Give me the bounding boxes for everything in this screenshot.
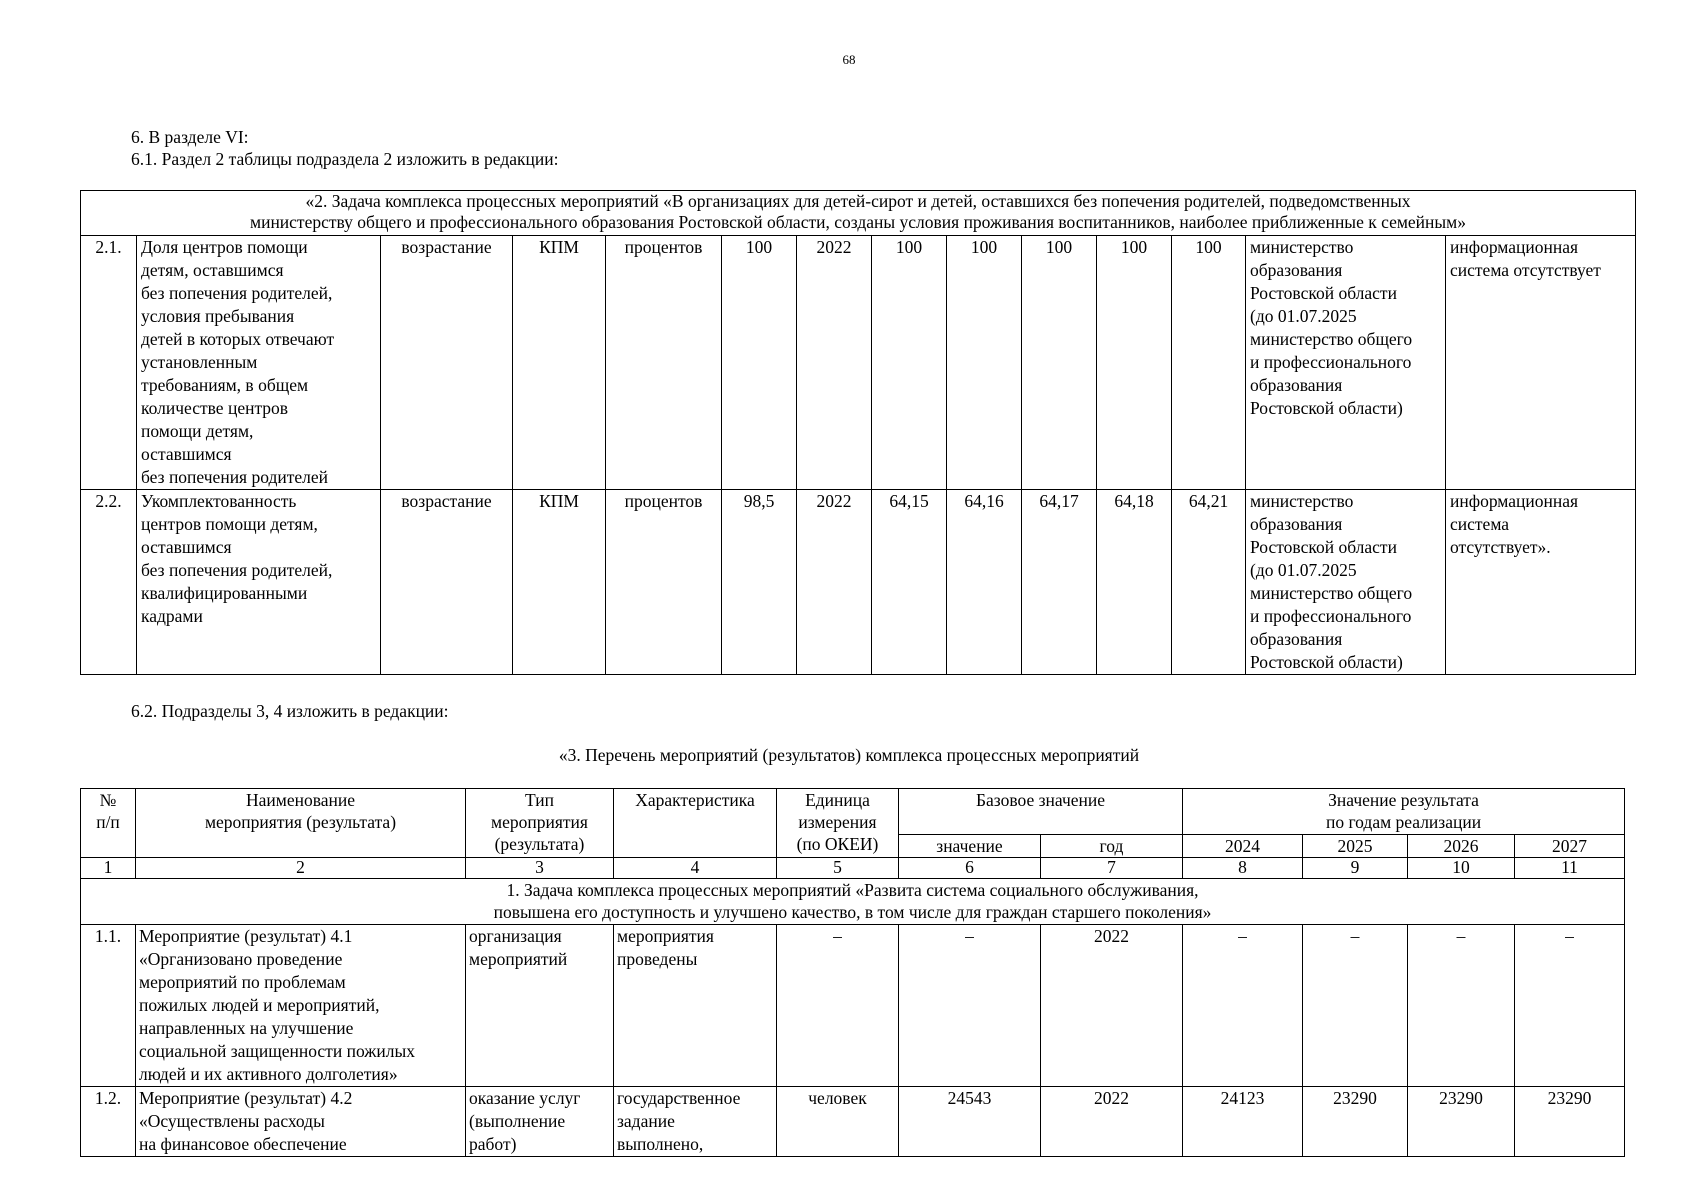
section-6-2-line: 6.2. Подразделы 3, 4 изложить в редакции:: [131, 701, 449, 721]
information-system: информационная система отсутствует: [1446, 236, 1636, 490]
characteristic: государственное задание выполнено,: [614, 1087, 777, 1157]
header-row: [81, 789, 1625, 835]
page-number: 68: [842, 52, 856, 67]
base-value: 24543: [899, 1087, 1041, 1157]
header-year-2025: 2025: [1303, 835, 1408, 858]
header-base-group: Базовое значение: [899, 789, 1183, 835]
column-number: 2: [136, 858, 466, 879]
trend: возрастание: [381, 490, 513, 675]
header-year-2024: 2024: [1183, 835, 1303, 858]
value-3: 100: [1022, 236, 1097, 490]
column-number: 10: [1408, 858, 1515, 879]
value-2027: 23290: [1515, 1087, 1625, 1157]
measure-type: организация мероприятий: [466, 925, 614, 1087]
header-result-group: Значение результата по годам реализации: [1183, 789, 1625, 835]
unit: процентов: [606, 236, 722, 490]
value-3: 64,17: [1022, 490, 1097, 675]
table-row: [81, 925, 1625, 1087]
indicators-table: [80, 190, 1636, 675]
header-num: № п/п: [81, 789, 136, 858]
base-value: 100: [722, 236, 797, 490]
information-system: информационная система отсутствует».: [1446, 490, 1636, 675]
indicator-level: КПМ: [513, 490, 606, 675]
base-year: 2022: [1041, 925, 1183, 1087]
row-number: 1.2.: [81, 1087, 136, 1157]
column-number: 3: [466, 858, 614, 879]
base-year: 2022: [797, 490, 872, 675]
task-title-line-1: «2. Задача комплекса процессных мероприятий «В организациях для детей-сирот и детей, оставшихся без попечения родителей, подведомственных: [305, 191, 1411, 211]
task-row: [81, 879, 1625, 925]
indicator-name: Укомплектованность центров помощи детям, оставшимся без попечения родителей, квалифицированными кадрами: [137, 490, 381, 675]
characteristic: мероприятия проведены: [614, 925, 777, 1087]
header-type: Тип мероприятия (результата): [466, 789, 614, 858]
column-number: 9: [1303, 858, 1408, 879]
value-4: 64,18: [1097, 490, 1172, 675]
column-number: 11: [1515, 858, 1625, 879]
value-5: 100: [1172, 236, 1246, 490]
value-2024: 24123: [1183, 1087, 1303, 1157]
value-1: 100: [872, 236, 947, 490]
value-2: 64,16: [947, 490, 1022, 675]
header-year-2026: 2026: [1408, 835, 1515, 858]
responsible: министерство образования Ростовской области (до 01.07.2025 министерство общего и профессионального образования Ростовской области): [1246, 236, 1446, 490]
value-5: 64,21: [1172, 490, 1246, 675]
base-value: –: [899, 925, 1041, 1087]
value-2025: 23290: [1303, 1087, 1408, 1157]
column-number-row: [81, 858, 1625, 879]
header-base-value: значение: [899, 835, 1041, 858]
responsible: министерство образования Ростовской области (до 01.07.2025 министерство общего и профессионального образования Ростовской области): [1246, 490, 1446, 675]
trend: возрастание: [381, 236, 513, 490]
intro-line-1: 6. В разделе VI:: [131, 127, 249, 147]
row-number: 2.1.: [81, 236, 137, 490]
base-value: 98,5: [722, 490, 797, 675]
task-title: 1. Задача комплекса процессных мероприятий «Развита система социального обслуживания, повышена его доступность и улучшено качество, в том числе для граждан старшего поколения»: [81, 879, 1625, 925]
header-year-2027: 2027: [1515, 835, 1625, 858]
section-3-heading: «3. Перечень мероприятий (результатов) комплекса процессных мероприятий: [558, 745, 1140, 765]
row-number: 2.2.: [81, 490, 137, 675]
value-2027: –: [1515, 925, 1625, 1087]
unit: процентов: [606, 490, 722, 675]
header-characteristic: Характеристика: [614, 789, 777, 858]
header-unit: Единица измерения (по ОКЕИ): [777, 789, 899, 858]
value-1: 64,15: [872, 490, 947, 675]
measure-name: Мероприятие (результат) 4.1 «Организовано проведение мероприятий по проблемам пожилых людей и мероприятий, направленных на улучшение социальной защищенности пожилых людей и их активного долголетия»: [136, 925, 466, 1087]
unit: –: [777, 925, 899, 1087]
column-number: 7: [1041, 858, 1183, 879]
indicator-level: КПМ: [513, 236, 606, 490]
value-2026: 23290: [1408, 1087, 1515, 1157]
intro-line-2: 6.1. Раздел 2 таблицы подраздела 2 изложить в редакции:: [131, 149, 559, 169]
base-year: 2022: [797, 236, 872, 490]
measure-name: Мероприятие (результат) 4.2 «Осуществлены расходы на финансовое обеспечение: [136, 1087, 466, 1157]
column-number: 1: [81, 858, 136, 879]
header-base-year: год: [1041, 835, 1183, 858]
table-row: [81, 236, 1636, 490]
task-title-line-2: министерству общего и профессионального образования Ростовской области, созданы условия проживания воспитанников, наиболее приближенные к семейным»: [250, 212, 1466, 232]
measures-table: [80, 788, 1625, 1157]
base-year: 2022: [1041, 1087, 1183, 1157]
table-row: [81, 1087, 1625, 1157]
column-number: 6: [899, 858, 1041, 879]
table-row: [81, 490, 1636, 675]
column-number: 8: [1183, 858, 1303, 879]
value-2025: –: [1303, 925, 1408, 1087]
column-number: 4: [614, 858, 777, 879]
value-2: 100: [947, 236, 1022, 490]
value-4: 100: [1097, 236, 1172, 490]
unit: человек: [777, 1087, 899, 1157]
value-2026: –: [1408, 925, 1515, 1087]
column-number: 5: [777, 858, 899, 879]
header-name: Наименование мероприятия (результата): [136, 789, 466, 858]
row-number: 1.1.: [81, 925, 136, 1087]
indicator-name: Доля центров помощи детям, оставшимся без попечения родителей, условия пребывания детей в которых отвечают установленным требованиям, в общем количестве центров помощи детям, оставшимся без попечения родителей: [137, 236, 381, 490]
measure-type: оказание услуг (выполнение работ): [466, 1087, 614, 1157]
task-row: [81, 191, 1636, 236]
value-2024: –: [1183, 925, 1303, 1087]
